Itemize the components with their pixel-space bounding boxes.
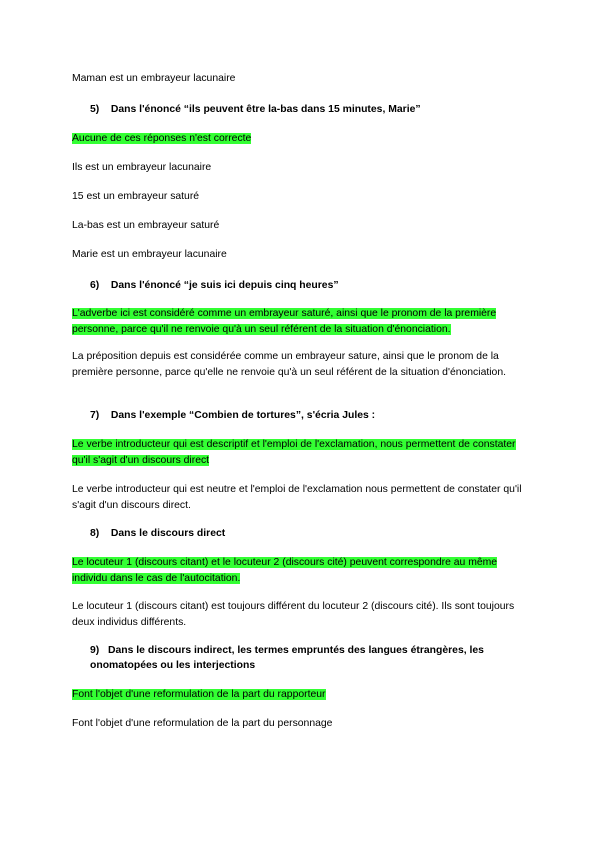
question-text: Dans l'exemple “Combien de tortures”, s'écria Jules :	[110, 410, 376, 421]
question-number: 8)	[90, 528, 100, 539]
answer-option-correct	[72, 306, 532, 337]
answer-option-correct	[72, 687, 326, 702]
answer-option: Ils est un embrayeur lacunaire	[72, 162, 212, 173]
highlighted-answer: Le verbe introducteur qui est descriptif et l'emploi de l'exclamation, nous permettent de constater qu'il s'agit d'un discours direct	[72, 439, 516, 466]
highlighted-answer: Font l'objet d'une reformulation de la part du rapporteur	[72, 689, 326, 700]
question-number: 6)	[90, 280, 100, 291]
question-8	[90, 526, 225, 541]
answer-option: Font l'objet d'une reformulation de la part du personnage	[72, 718, 333, 729]
question-5	[90, 102, 421, 117]
highlighted-answer: L'adverbe ici est considéré comme un embrayeur saturé, ainsi que le pronom de la première personne, parce qu'il ne renvoie qu'à un seul référent de la situation d'énonciation.	[72, 308, 497, 335]
question-number: 7)	[90, 410, 100, 421]
question-text: Dans l'énoncé “je suis ici depuis cinq heures”	[110, 280, 339, 291]
question-7	[90, 408, 375, 423]
answer-option-correct	[72, 437, 532, 468]
answer-option: Le locuteur 1 (discours citant) est toujours différent du locuteur 2 (discours cité). Ils sont toujours deux individus différents.	[72, 601, 515, 628]
question-text: Dans le discours direct	[110, 528, 226, 539]
highlighted-answer: Aucune de ces réponses n'est correcte	[72, 133, 252, 144]
question-number: 5)	[90, 104, 100, 115]
answer-option: Marie est un embrayeur lacunaire	[72, 249, 227, 260]
answer-option: Maman est un embrayeur lacunaire	[72, 73, 236, 84]
highlighted-answer: Le locuteur 1 (discours citant) et le locuteur 2 (discours cité) peuvent correspondre au même individu dans le cas de l'autocitation.	[72, 557, 498, 584]
answer-option-correct	[72, 131, 251, 146]
question-6	[90, 278, 339, 293]
answer-option: La-bas est un embrayeur saturé	[72, 220, 220, 231]
question-9	[90, 643, 530, 673]
question-text: Dans le discours indirect, les termes empruntés des langues étrangères, les onomatopées ou les interjections	[90, 645, 484, 671]
question-number: 9)	[90, 645, 100, 656]
answer-option: La préposition depuis est considérée comme un embrayeur sature, ainsi que le pronom de la première personne, parce qu'elle ne renvoie qu'à un seul référent de la situation d'énonciation.	[72, 351, 506, 378]
answer-option: Le verbe introducteur qui est neutre et l'emploi de l'exclamation nous permettent de constater qu'il s'agit d'un discours direct.	[72, 484, 522, 511]
answer-option-correct	[72, 555, 532, 586]
question-text: Dans l'énoncé “ils peuvent être la-bas dans 15 minutes, Marie”	[110, 104, 421, 115]
answer-option: 15 est un embrayeur saturé	[72, 191, 200, 202]
